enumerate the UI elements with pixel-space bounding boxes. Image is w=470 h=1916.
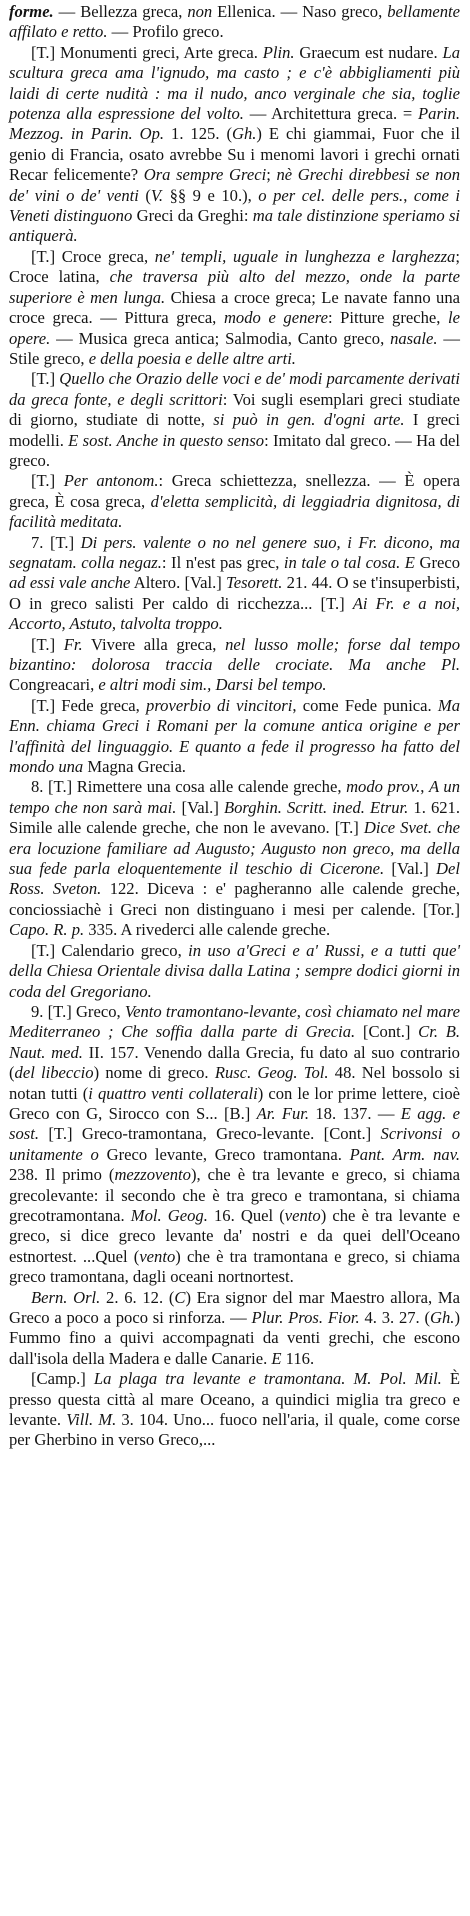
entry-paragraph bbox=[9, 635, 460, 696]
text-segment: [T.] Greco-tramontana, Greco-levante. [Cont.] bbox=[38, 1124, 381, 1144]
text-segment: II. 157. Venendo dalla Grecia, fu dato al suo contrario ( bbox=[9, 1042, 460, 1083]
text-segment: È presso questa città al mare Oceano, a quindici miglia tra greco e levante. bbox=[9, 1369, 460, 1430]
text-segment: 238. Il primo ( bbox=[9, 1165, 115, 1185]
text-segment: del libeccio bbox=[14, 1063, 94, 1083]
text-segment: ; Croce latina, bbox=[9, 246, 460, 287]
text-segment: I greci modelli. bbox=[9, 410, 460, 450]
text-segment: si può in gen. d'ogni arte. bbox=[213, 410, 405, 430]
entry-paragraph bbox=[9, 369, 460, 471]
text-segment: [T.] Croce greca, bbox=[31, 246, 155, 266]
text-segment: 4. 3. 27. ( bbox=[359, 1308, 431, 1327]
text-segment: Greco levante, Greco tramontana. bbox=[98, 1144, 350, 1164]
text-segment: ) Fummo fino a quivi accompagnati da venti grechi, che escono dall'isola della Madera e dalle Canarie. bbox=[9, 1308, 460, 1368]
text-segment: [T.] Monumenti greci, Arte greca. bbox=[31, 42, 263, 62]
text-segment: Capo. R. p. bbox=[9, 920, 85, 940]
text-segment: Chiesa a croce greca; Le navate fanno una croce greca. — Pittura greca, bbox=[9, 287, 461, 328]
text-segment: Gh. bbox=[231, 124, 257, 144]
text-segment: C bbox=[174, 1287, 186, 1307]
text-segment: e altri modi sim., Darsi bel tempo. bbox=[98, 675, 327, 695]
text-segment: Borghin. Scritt. ined. Etrur. bbox=[223, 797, 409, 817]
text-segment: modo e genere bbox=[223, 308, 328, 328]
text-segment: 16. Quel ( bbox=[207, 1205, 285, 1225]
text-segment: [T.] bbox=[31, 634, 64, 654]
entry-paragraph bbox=[9, 696, 460, 778]
text-segment: ), che è tra levante e greco, si chiama grecolevante: il secondo che è tra greco e tramontana, si chiama grecotramontana. bbox=[9, 1165, 460, 1225]
text-segment: : Pitture greche, bbox=[327, 308, 449, 328]
text-segment: [Val.] bbox=[176, 797, 224, 817]
text-segment: Plin. bbox=[262, 42, 295, 62]
text-segment: Altero. [Val.] bbox=[130, 573, 227, 593]
text-segment: in uso a'Greci e a' Russi, e a tutti que' della Chiesa Orientale divisa dalla Latina ; sempre dodici giorni in coda del Gregoriano. bbox=[9, 940, 461, 1001]
text-segment: Congreacari, bbox=[9, 675, 99, 695]
text-segment: [T.] Fede greca, bbox=[31, 695, 147, 715]
text-segment: , bbox=[296, 1001, 306, 1021]
text-segment: Graecum est nudare. bbox=[294, 42, 443, 62]
text-segment: i quattro venti collaterali bbox=[88, 1083, 258, 1103]
text-segment: [T.] Calendario greco, bbox=[31, 940, 189, 960]
text-segment: vento bbox=[284, 1205, 321, 1225]
text-segment: Greci da Greghi: bbox=[132, 206, 253, 226]
text-segment: 21. 44. O se t'insuperbisti, O in greco salisti Per caldo di ricchezza... [T.] bbox=[9, 573, 460, 613]
text-segment: Magna Grecia. bbox=[83, 757, 186, 777]
text-segment: 3. 104. Uno... fuoco nell'aria, il quale, come corse per Gherbino in verso Greco,... bbox=[9, 1410, 460, 1450]
text-segment: le opere. bbox=[9, 308, 460, 348]
text-segment: E sost. Anche in questo senso bbox=[68, 430, 265, 450]
text-segment: [Camp.] bbox=[31, 1369, 94, 1389]
text-segment: — Bellezza greca, bbox=[53, 2, 188, 21]
text-segment: ) Era signor del mar Maestro allora, Ma Greco a poco a poco si rinforza. — bbox=[9, 1287, 460, 1327]
text-segment: — Musica greca antica; Salmodia, Canto greco, bbox=[50, 328, 391, 348]
text-segment: 2. 6. 12. ( bbox=[100, 1287, 175, 1307]
text-segment: [T.] bbox=[31, 369, 60, 389]
text-segment: 1. 125. ( bbox=[164, 124, 232, 144]
text-segment: ) che è tra tramontana e greco, si chiama greco tramontana, dagli oceani nortnortest. bbox=[9, 1246, 460, 1287]
text-segment: Del Ross. Sveton. bbox=[9, 859, 460, 899]
entry-paragraph bbox=[9, 1288, 460, 1370]
text-segment: [Val.] bbox=[384, 859, 437, 879]
text-segment: Di pers. valente o no nel genere suo, i Fr. dicono, ma segnatam. colla negaz. bbox=[9, 532, 460, 572]
text-segment: [Cont.] bbox=[355, 1022, 419, 1042]
text-segment: ad essi vale anche bbox=[9, 573, 131, 593]
text-segment: Mol. Geog. bbox=[130, 1205, 208, 1225]
text-segment: Greco bbox=[414, 552, 461, 572]
entry-paragraph bbox=[9, 43, 460, 247]
text-segment: ) con le lor prime lettere, cioè Greco con G, Sirocco con S... [B.] bbox=[9, 1083, 460, 1123]
text-segment: 116. bbox=[281, 1348, 315, 1368]
entry-paragraph bbox=[9, 777, 460, 940]
entry-paragraph bbox=[9, 1369, 460, 1451]
text-segment: 122. Diceva : e' pagheranno alle calende greche, conciossiachè i Greci non distinguano i mesi per calende. [Tor.] bbox=[9, 879, 460, 919]
text-segment: — Profilo greco. bbox=[107, 22, 224, 42]
text-segment: bellamente affilato e retto. bbox=[9, 2, 460, 42]
text-segment: 9. [T.] Greco, bbox=[31, 1001, 125, 1021]
text-segment: Pant. Arm. nav. bbox=[349, 1144, 460, 1164]
text-segment: , come Fede punica. bbox=[292, 695, 438, 715]
text-segment: d'eletta semplicità, di leggiadria dignitosa, di facilità meditata. bbox=[9, 491, 460, 532]
text-segment: Gh. bbox=[430, 1308, 455, 1327]
text-segment: forme. bbox=[9, 2, 54, 21]
text-segment: Dice Svet. che era locuzione familiare ad Augusto; Augusto non greco, ma della sua fede parla eloquentemente il teschio di Cicerone. bbox=[9, 818, 461, 879]
text-segment: vento bbox=[139, 1246, 176, 1266]
text-segment: E agg. e sost. bbox=[9, 1103, 461, 1144]
text-segment: 7. [T.] bbox=[31, 532, 81, 552]
text-segment: 8. [T.] Rimettere una cosa alle calende greche, bbox=[31, 777, 347, 797]
entry-paragraph bbox=[9, 471, 460, 532]
text-segment: ) nome di greco. bbox=[93, 1063, 215, 1083]
text-segment: nasale. bbox=[390, 328, 438, 348]
text-segment: nè Grechi direbbesi se non de' vini o de' venti bbox=[9, 165, 460, 205]
entry-paragraph bbox=[9, 2, 460, 43]
text-segment: mezzovento bbox=[114, 1165, 191, 1185]
entry-paragraph bbox=[9, 247, 460, 369]
text-segment: come i Veneti distinguono bbox=[9, 185, 460, 226]
text-segment: , bbox=[420, 777, 429, 797]
text-segment: Ora sempre Greci bbox=[143, 165, 267, 185]
entry-paragraph bbox=[9, 941, 460, 1002]
text-segment: nel lusso molle; forse dal tempo bizantino: dolorosa traccia delle crociate. Ma anche Pl. bbox=[9, 634, 460, 674]
text-segment: , bbox=[403, 185, 414, 205]
text-segment: 335. A rivederci alle calende greche. bbox=[84, 920, 331, 940]
text-segment: E bbox=[271, 1348, 282, 1368]
text-segment: Ellenica. — Naso greco, bbox=[212, 2, 388, 21]
text-segment: Ma Enn. chiama Greci i Romani per la comune antica origine e per l'affinità del linguaggio. E quanto a fede il progresso ha fatto del mondo una bbox=[9, 695, 460, 777]
text-segment: modo prov. bbox=[346, 777, 421, 797]
text-segment: La plaga tra levante e tramontana. M. Pol. Mil. bbox=[93, 1369, 442, 1389]
text-segment: 18. 137. — bbox=[309, 1103, 401, 1123]
text-segment: Bern. Orl. bbox=[31, 1287, 101, 1307]
text-segment: Plur. Pros. Fior. bbox=[251, 1308, 360, 1327]
text-segment: così chiamato nel mare Mediterraneo ; Che soffia dalla parte di Grecia. bbox=[9, 1001, 460, 1042]
text-segment: non bbox=[187, 2, 213, 21]
text-segment: e della poesia e delle altre arti. bbox=[88, 348, 296, 368]
text-segment: 48. Nel bossolo si notan tutti ( bbox=[9, 1063, 460, 1103]
entry-paragraph bbox=[9, 1002, 460, 1288]
text-segment: 1. 621. Simile alle calende greche, che non le avevano. [T.] bbox=[9, 797, 460, 838]
text-segment: — Stile greco, bbox=[9, 328, 460, 368]
text-segment: : Greca schiettezza, snellezza. — È opera greca, È cosa greca, bbox=[9, 471, 460, 511]
text-segment: ) che è tra levante e greco, si dice greco levante da' nostri e da quei dell'Oceano estnortest. ...Quel ( bbox=[9, 1205, 460, 1266]
text-segment: Scrivonsi o unitamente o bbox=[9, 1124, 461, 1164]
text-segment: §§ 9 e 10.), bbox=[163, 185, 259, 205]
text-segment: La scultura greca ama l'ignudo, ma casto ; e c'è abbigliamenti più laidi di certe nudità : ma il nudo, anco verginale che sia, toglie potenza alla espressione del volto. bbox=[9, 42, 460, 124]
text-segment: Cr. B. Naut. med. bbox=[9, 1022, 460, 1062]
text-segment: Ai Fr. e a noi, Accorto, Astuto, talvolta troppo. bbox=[9, 593, 460, 634]
text-segment: : Voi sugli esemplari greci studiate di giorno, studiate di notte, bbox=[9, 389, 460, 430]
text-segment: : Il n'est pas grec, bbox=[161, 552, 284, 572]
text-segment: ne' templi, uguale in lunghezza e larghezza bbox=[154, 246, 456, 266]
text-segment: Quello che Orazio delle voci e de' modi parcamente derivati da greca fonte, e degli scrittori bbox=[9, 369, 460, 409]
text-segment: ma tale distinzione speriamo si antiquerà. bbox=[9, 206, 461, 246]
text-segment: A un tempo che non sarà mai. bbox=[9, 777, 460, 817]
text-segment: Parin. Mezzog. in Parin. Op. bbox=[9, 104, 460, 144]
text-segment: Vill. M. bbox=[66, 1410, 117, 1430]
text-segment: Fr. bbox=[63, 634, 83, 654]
text-segment: — Architettura greca. = bbox=[243, 104, 419, 124]
text-segment: ; bbox=[266, 165, 277, 185]
text-segment: o per cel. delle pers. bbox=[258, 185, 404, 205]
text-segment: in tale o tal cosa. E bbox=[283, 552, 415, 572]
text-segment: Vivere alla greca, bbox=[82, 634, 226, 654]
text-segment: Ar. Fur. bbox=[256, 1103, 310, 1123]
text-segment: Tesorett. bbox=[226, 573, 283, 593]
text-segment: : Imitato dal greco. — Ha del greco. bbox=[9, 430, 460, 470]
text-segment: V. bbox=[150, 185, 164, 205]
text-segment: [T.] bbox=[31, 471, 64, 491]
text-segment: ) E chi giammai, Fuor che il genio di Francia, osato avrebbe Su i menomi lavori i grechi ornati Recar felicemente? bbox=[9, 124, 460, 185]
text-segment: che traversa più alto del mezzo, onde la parte superiore è men lunga. bbox=[9, 267, 460, 307]
text-segment: Vento tramontano-levante bbox=[124, 1001, 297, 1021]
text-segment: Rusc. Geog. Tol. bbox=[214, 1063, 329, 1083]
text-segment: proverbio di vincitori bbox=[146, 695, 293, 715]
text-segment: Per antonom. bbox=[63, 471, 159, 491]
entry-paragraph bbox=[9, 533, 460, 635]
text-segment: ( bbox=[138, 185, 151, 205]
